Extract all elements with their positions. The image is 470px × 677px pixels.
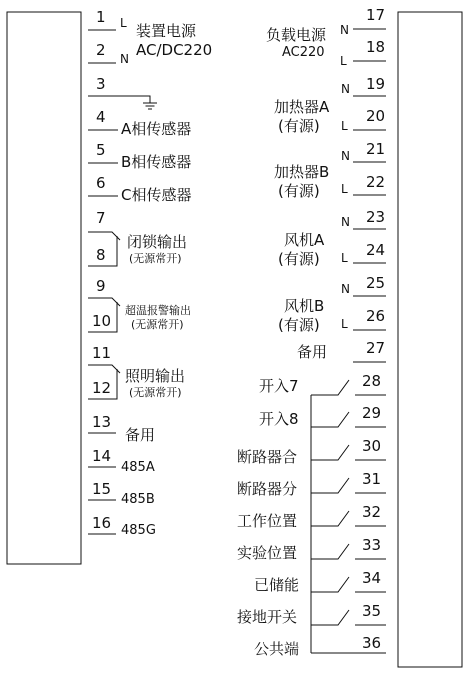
terminal-sublabel: (无源常开) xyxy=(129,386,182,399)
terminal-number: 35 xyxy=(362,602,382,620)
left-terminal-7 xyxy=(88,209,120,240)
terminal-number: 32 xyxy=(362,503,382,521)
terminal-number: 12 xyxy=(92,379,112,397)
right-side xyxy=(237,6,386,658)
terminal-number: 2 xyxy=(96,41,106,59)
terminal-label: 开入7 xyxy=(259,377,299,395)
line-marker: L xyxy=(341,251,348,265)
terminal-number: 16 xyxy=(92,514,112,532)
left-terminal-16 xyxy=(88,514,156,538)
terminal-number: 6 xyxy=(96,174,106,192)
terminal-number: 9 xyxy=(96,277,106,295)
right-terminal-28 xyxy=(259,372,386,395)
terminal-label: 断路器合 xyxy=(237,448,298,466)
left-side xyxy=(88,8,212,538)
terminal-label: 已储能 xyxy=(254,576,300,594)
left-terminal-11 xyxy=(88,344,120,373)
terminal-number: 31 xyxy=(362,470,382,488)
right-terminal-20 xyxy=(274,98,386,135)
terminal-label: 备用 xyxy=(125,426,156,444)
terminal-label: 加热器B xyxy=(274,163,330,181)
terminal-number: 7 xyxy=(96,209,106,227)
terminal-label: 485B xyxy=(121,492,155,507)
terminal-number: 20 xyxy=(366,107,386,125)
terminal-label: 加热器A xyxy=(274,98,330,116)
terminal-label: 照明输出 xyxy=(125,367,186,385)
left-terminal-14 xyxy=(88,447,155,475)
left-terminal-1 xyxy=(88,8,197,40)
terminal-label: 备用 xyxy=(297,343,328,361)
left-terminal-8 xyxy=(88,233,187,266)
right-terminal-block xyxy=(398,12,462,667)
terminal-number: 18 xyxy=(366,38,386,56)
line-marker: N xyxy=(341,282,350,296)
terminal-label: C相传感器 xyxy=(121,186,192,204)
terminal-label: 接地开关 xyxy=(237,608,298,626)
terminal-number: 36 xyxy=(362,634,382,652)
terminal-number: 10 xyxy=(92,312,112,330)
terminal-number: 17 xyxy=(366,6,386,24)
terminal-number: 29 xyxy=(362,404,382,422)
terminal-label: 工作位置 xyxy=(237,512,298,530)
terminal-label: A相传感器 xyxy=(121,120,192,138)
terminal-label: 开入8 xyxy=(259,410,299,428)
ground-icon xyxy=(143,103,157,109)
terminal-number: 14 xyxy=(92,447,112,465)
left-terminal-5 xyxy=(88,141,191,171)
left-terminal-block xyxy=(7,12,81,564)
line-marker: L xyxy=(120,16,127,30)
terminal-sublabel: (有源) xyxy=(278,316,320,334)
terminal-label: 公共端 xyxy=(254,640,300,658)
terminal-number: 11 xyxy=(92,344,112,362)
terminal-label: AC220 xyxy=(282,45,325,60)
left-terminal-10 xyxy=(88,302,191,332)
left-terminal-4 xyxy=(88,108,191,138)
terminal-label: 风机B xyxy=(284,297,325,315)
terminal-label: 风机A xyxy=(284,231,325,249)
terminal-number: 26 xyxy=(366,307,386,325)
terminal-number: 13 xyxy=(92,413,112,431)
terminal-label: 负载电源 xyxy=(266,26,327,44)
terminal-number: 4 xyxy=(96,108,106,126)
terminal-number: 23 xyxy=(366,208,386,226)
right-terminal-21 xyxy=(341,140,386,163)
line-marker: L xyxy=(341,317,348,331)
right-terminal-22 xyxy=(274,163,386,200)
line-marker: N xyxy=(120,52,129,66)
right-terminal-29 xyxy=(259,404,386,428)
left-terminal-6 xyxy=(88,174,191,204)
terminal-sublabel: (有源) xyxy=(278,250,320,268)
terminal-sublabel: (有源) xyxy=(278,117,320,135)
terminal-label: AC/DC220 xyxy=(136,41,213,59)
terminal-number: 30 xyxy=(362,437,382,455)
terminal-label: 断路器分 xyxy=(237,480,298,498)
right-terminal-27 xyxy=(297,339,386,362)
terminal-number: 15 xyxy=(92,480,112,498)
line-marker: N xyxy=(341,82,350,96)
terminal-sublabel: (有源) xyxy=(278,182,320,200)
terminal-label: 485A xyxy=(121,460,155,475)
terminal-number: 27 xyxy=(366,339,386,357)
right-terminal-19 xyxy=(341,75,386,96)
line-marker: L xyxy=(340,54,347,68)
terminal-number: 24 xyxy=(366,241,386,259)
terminal-sublabel: (无源常开) xyxy=(129,252,182,265)
terminal-label: B相传感器 xyxy=(121,153,192,171)
line-marker: N xyxy=(340,23,349,37)
right-terminal-24 xyxy=(278,231,386,268)
terminal-label: 485G xyxy=(121,523,156,538)
right-terminal-36 xyxy=(254,634,386,658)
terminal-number: 19 xyxy=(366,75,386,93)
terminal-number: 1 xyxy=(96,8,106,26)
terminal-number: 28 xyxy=(362,372,382,390)
terminal-number: 21 xyxy=(366,140,386,158)
line-marker: L xyxy=(341,182,348,196)
right-terminal-25 xyxy=(341,274,386,296)
right-terminal-23 xyxy=(341,208,386,229)
left-terminal-3 xyxy=(88,75,157,109)
right-terminal-26 xyxy=(278,297,386,334)
left-terminal-2 xyxy=(88,41,212,66)
left-terminal-9 xyxy=(88,277,120,306)
line-marker: N xyxy=(341,149,350,163)
terminal-number: 33 xyxy=(362,536,382,554)
terminal-number: 34 xyxy=(362,569,382,587)
line-marker: N xyxy=(341,215,350,229)
terminal-number: 22 xyxy=(366,173,386,191)
left-terminal-15 xyxy=(88,480,155,507)
terminal-sublabel: (无源常开) xyxy=(131,318,184,331)
left-terminal-13 xyxy=(88,413,155,444)
terminal-number: 5 xyxy=(96,141,106,159)
right-terminal-34 xyxy=(254,569,386,594)
terminal-label: 实验位置 xyxy=(237,544,298,562)
left-terminal-12 xyxy=(88,367,185,399)
terminal-label: 闭锁输出 xyxy=(127,233,188,251)
line-marker: L xyxy=(341,119,348,133)
terminal-label: 超温报警输出 xyxy=(125,304,191,317)
terminal-label: 装置电源 xyxy=(136,22,197,40)
terminal-number: 25 xyxy=(366,274,386,292)
terminal-number: 3 xyxy=(96,75,106,93)
terminal-number: 8 xyxy=(96,246,106,264)
